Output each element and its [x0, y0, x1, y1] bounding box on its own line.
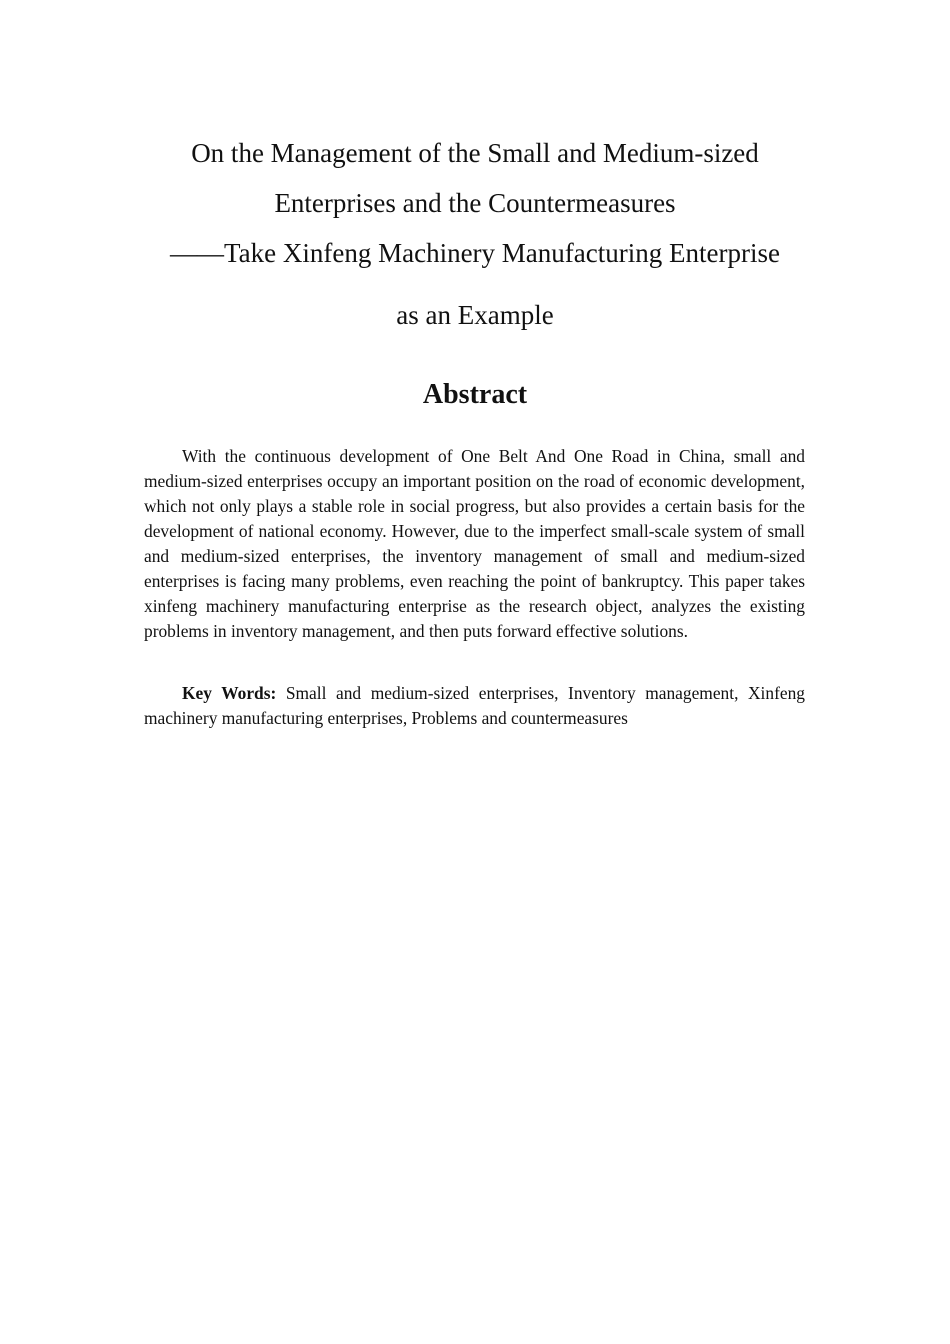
abstract-paragraph: With the continuous development of One Belt And One Road in China, small and medium-sized enterprises occupy an important position on the road of economic development, which not only plays a stable role in social progress, but also provides a certain basis for the development of national economy. However, due to the imperfect small-scale system of small and medium-sized enterprises, the inventory management of small and medium-sized enterprises is facing many problems, even reaching the point of bankruptcy. This paper takes xinfeng machinery manufacturing enterprise as the research object, analyzes the existing problems in inventory management, and then puts forward effective solutions.: [144, 446, 805, 641]
keywords-paragraph: [144, 681, 805, 731]
paper-title: [100, 128, 850, 340]
keywords-text: Small and medium-sized enterprises, Inventory management, Xinfeng machinery manufacturing enterprises, Problems and countermeasures: [144, 683, 805, 728]
title-line-4: as an Example: [396, 300, 554, 330]
title-line-3: ——Take Xinfeng Machinery Manufacturing Enterprise: [170, 238, 780, 268]
title-line-1: On the Management of the Small and Medium-sized: [191, 138, 759, 168]
keywords-label: Key Words:: [182, 683, 277, 703]
abstract-heading: Abstract: [422, 379, 528, 410]
title-line-2: Enterprises and the Countermeasures: [274, 188, 676, 218]
